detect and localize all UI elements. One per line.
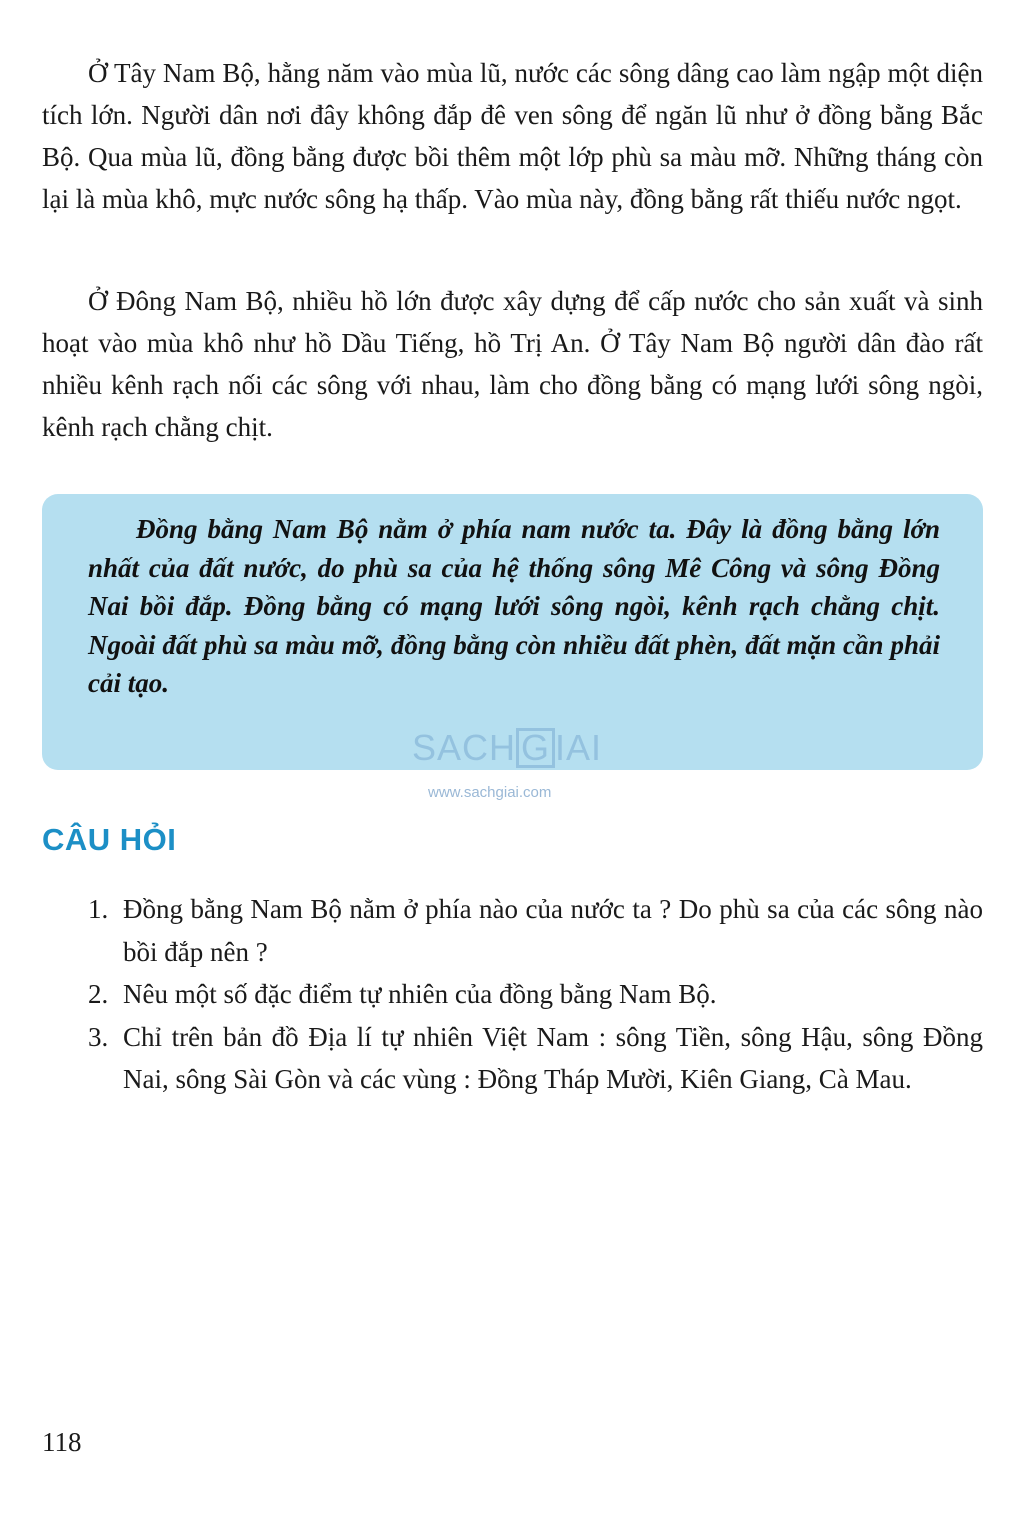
question-text: Nêu một số đặc điểm tự nhiên của đồng bằng Nam Bộ. xyxy=(123,979,717,1009)
question-number: 3. xyxy=(88,1021,109,1052)
question-text: Đồng bằng Nam Bộ nằm ở phía nào của nước ta ? Do phù sa của các sông nào bồi đắp nên ? xyxy=(123,894,983,967)
question-text: Chỉ trên bản đồ Địa lí tự nhiên Việt Nam : sông Tiền, sông Hậu, sông Đồng Nai, sông Sài Gòn và các vùng : Đồng Tháp Mười, Kiên Giang, Cà Mau. xyxy=(123,1021,983,1094)
paragraph-southeast-lakes: Ở Đông Nam Bộ, nhiều hồ lớn được xây dựng để cấp nước cho sản xuất và sinh hoạt vào mùa khô như hồ Dầu Tiếng, hồ Trị An. Ở Tây Nam Bộ người dân đào rất nhiều kênh rạch nối các sông với nhau, làm cho đồng bằng có mạng lưới sông ngòi, kênh rạch chằng chịt. xyxy=(42,286,983,442)
paragraph-southwest-floods: Ở Tây Nam Bộ, hằng năm vào mùa lũ, nước các sông dâng cao làm ngập một diện tích lớn. Người dân nơi đây không đắp đê ven sông để ngăn lũ như ở đồng bằng Bắc Bộ. Qua mùa lũ, đồng bằng được bồi thêm một lớp phù sa màu mỡ. Những tháng còn lại là mùa khô, mực nước sông hạ thấp. Vào mùa này, đồng bằng rất thiếu nước ngọt. xyxy=(42,58,983,214)
watermark-logo xyxy=(412,726,612,770)
question-item xyxy=(88,973,983,1016)
question-item xyxy=(88,888,983,973)
question-item xyxy=(88,1016,983,1101)
page-number: 118 xyxy=(42,1427,82,1457)
watermark-boxed-letter: G xyxy=(516,728,555,768)
question-number: 2. xyxy=(88,979,109,1009)
questions-heading: CÂU HỎI xyxy=(42,822,177,857)
watermark-url: www.sachgiai.com xyxy=(428,784,552,801)
watermark-prefix: SACH xyxy=(412,727,517,768)
questions-list xyxy=(88,888,983,1101)
summary-text: Đồng bằng Nam Bộ nằm ở phía nam nước ta. Đây là đồng bằng lớn nhất của đất nước, do phù sa của hệ thống sông Mê Công và sông Đồng Nai bồi đắp. Đồng bằng có mạng lưới sông ngòi, kênh rạch chằng chịt. Ngoài đất phù sa màu mỡ, đồng bằng còn nhiều đất phèn, đất mặn cần phải cải tạo. xyxy=(88,514,940,698)
watermark-suffix: IAI xyxy=(555,727,603,768)
question-number: 1. xyxy=(88,894,109,924)
